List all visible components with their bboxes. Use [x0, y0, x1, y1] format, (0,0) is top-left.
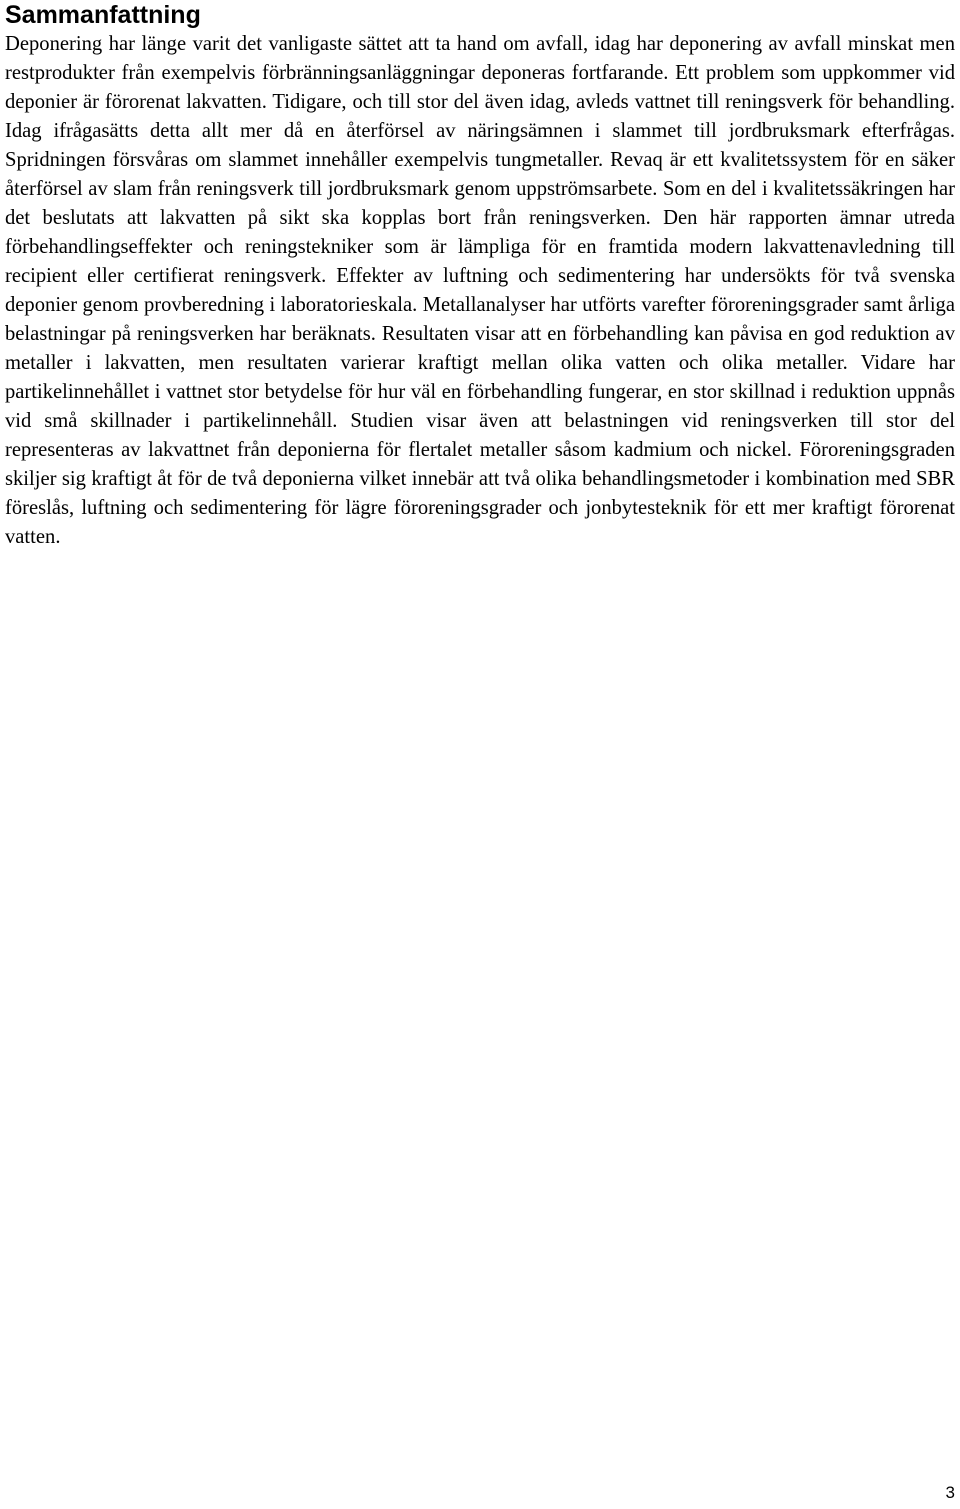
- page-number: 3: [945, 1483, 955, 1502]
- summary-paragraph: Deponering har länge varit det vanligaste sättet att ta hand om avfall, idag har deponering av avfall minskat men restprodukter från exempelvis förbränningsanläggningar deponeras fortfarande. Ett problem som uppkommer vid deponier är förorenat lakvatten. Tidigare, och till stor del även idag, avleds vattnet till reningsverk för behandling. Idag ifrågasätts detta allt mer då en återförsel av näringsämnen i slammet till jordbruksmark efterfrågas. Spridningen försvåras om slammet innehåller exempelvis tungmetaller. Revaq är ett kvalitetssystem för en säker återförsel av slam från reningsverk till jordbruksmark genom uppströmsarbete. Som en del i kvalitetssäkringen har det beslutats att lakvatten på sikt ska kopplas bort från reningsverken. Den här rapporten ämnar utreda förbehandlingseffekter och reningstekniker som är lämpliga för en framtida modern lakvattenavledning till recipient eller certifierat reningsverk. Effekter av luftning och sedimentering har undersökts för två svenska deponier genom provberedning i laboratorieskala. Metallanalyser har utförts varefter föroreningsgrader samt årliga belastningar på reningsverken har beräknats. Resultaten visar att en förbehandling kan påvisa en god reduktion av metaller i lakvatten, men resultaten varierar kraftigt mellan olika vatten och olika metaller. Vidare har partikelinnehållet i vattnet stor betydelse för hur väl en förbehandling fungerar, en stor skillnad i reduktion uppnås vid små skillnader i partikelinnehåll. Studien visar även att belastningen vid reningsverken till stor del representeras av lakvattnet från deponierna för flertalet metaller såsom kadmium och nickel. Föroreningsgraden skiljer sig kraftigt åt för de två deponierna vilket innebär att två olika behandlingsmetoder i kombination med SBR föreslås, luftning och sedimentering för lägre föroreningsgrader och jonbytesteknik för ett mer kraftigt förorenat vatten.: [5, 33, 955, 548]
- section-heading: Sammanfattning: [5, 1, 201, 29]
